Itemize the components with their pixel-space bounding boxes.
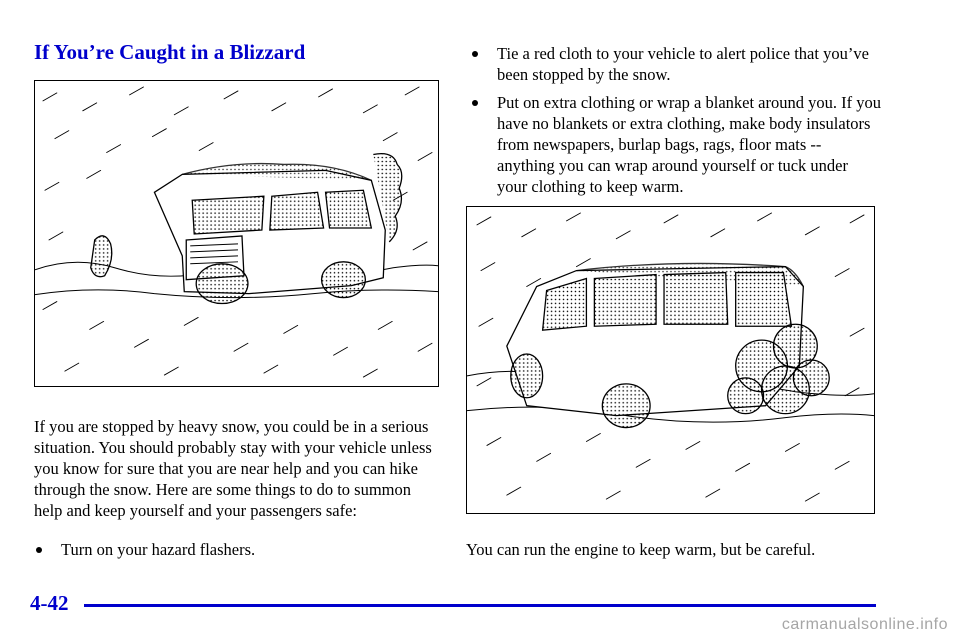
blizzard-suv-rear-illustration xyxy=(466,206,875,514)
closing-paragraph: You can run the engine to keep warm, but be careful. xyxy=(466,540,816,559)
bullet-item xyxy=(472,92,882,197)
bullet-dot-icon xyxy=(472,51,478,57)
suv-front xyxy=(91,154,402,304)
bullet-dot-icon xyxy=(36,547,42,553)
page-heading: If You’re Caught in a Blizzard xyxy=(34,40,306,64)
bullet-text: Tie a red cloth to your vehicle to alert police that you’ve been stopped by the snow. xyxy=(497,44,869,84)
suv-rear xyxy=(507,263,829,427)
intro-paragraph: If you are stopped by heavy snow, you could be in a serious situation. You should probably stay with your vehicle unless you know for sure that you are near help and you can hike through the snow. Here are some things to do to summon help and keep yourself and your passengers safe: xyxy=(34,417,432,520)
footer-rule xyxy=(84,604,876,607)
bullet-text: Turn on your hazard flashers. xyxy=(61,540,256,559)
bullet-dot-icon xyxy=(472,100,478,106)
bullet-text: Put on extra clothing or wrap a blanket around you. If you have no blankets or extra clothing, make body insulators from newspapers, burlap bags, rags, floor mats -- anything you can wrap around yourself or tuck under your clothing to keep warm. xyxy=(497,93,881,196)
page-number: 4-42 xyxy=(30,591,69,615)
bullet-item xyxy=(472,43,872,85)
watermark-text[interactable]: carmanualsonline.info xyxy=(781,616,948,633)
blizzard-suv-front-illustration xyxy=(34,80,439,387)
